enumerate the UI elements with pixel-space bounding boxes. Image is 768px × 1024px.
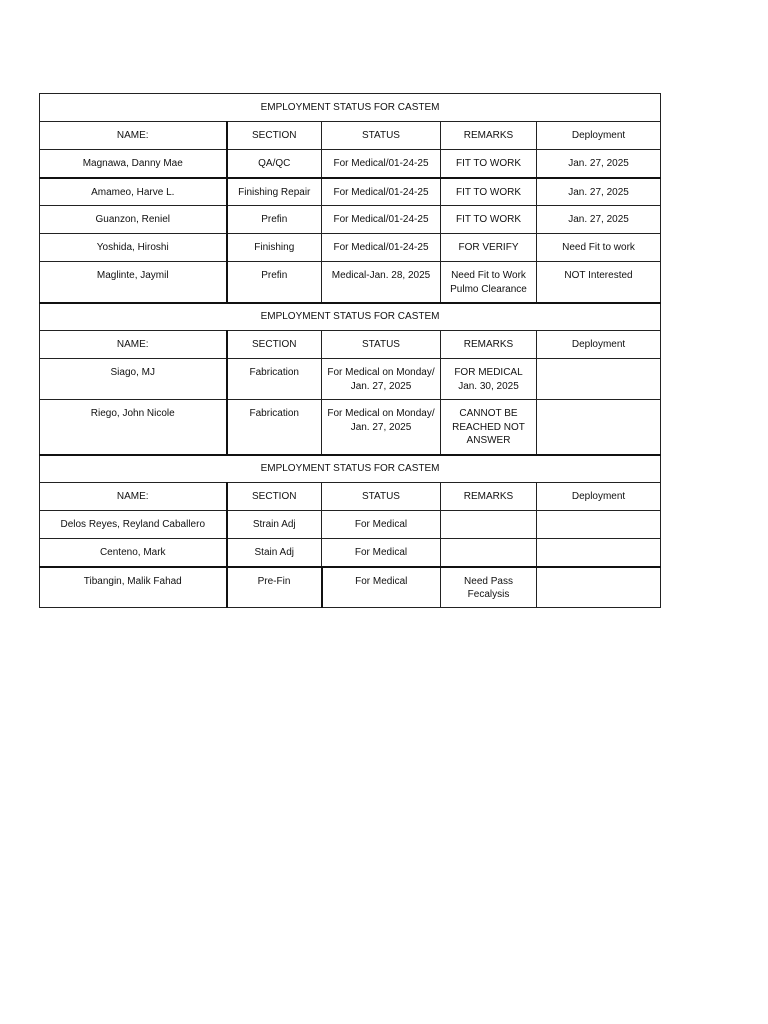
cell-section: QA/QC bbox=[227, 150, 322, 178]
cell-remarks bbox=[441, 539, 537, 567]
cell-remarks: FOR VERIFY bbox=[441, 234, 537, 262]
table-row bbox=[40, 234, 661, 262]
cell-name: Amameo, Harve L. bbox=[40, 178, 227, 206]
section-title-row bbox=[40, 303, 661, 331]
table-row bbox=[40, 359, 661, 400]
cell-deployment: Jan. 27, 2025 bbox=[537, 150, 661, 178]
cell-status: For Medical/01-24-25 bbox=[322, 234, 441, 262]
header-section: SECTION bbox=[227, 331, 322, 359]
cell-section: Fabrication bbox=[227, 400, 322, 455]
cell-deployment bbox=[537, 511, 661, 539]
table-row bbox=[40, 262, 661, 303]
cell-status: For Medical on Monday/ Jan. 27, 2025 bbox=[322, 400, 441, 455]
header-row bbox=[40, 483, 661, 511]
header-remarks: REMARKS bbox=[441, 122, 537, 150]
section-title: EMPLOYMENT STATUS FOR CASTEM bbox=[40, 455, 661, 483]
cell-status: For Medical bbox=[322, 539, 441, 567]
cell-remarks: FIT TO WORK bbox=[441, 150, 537, 178]
cell-deployment: NOT Interested bbox=[537, 262, 661, 303]
cell-name: Siago, MJ bbox=[40, 359, 227, 400]
cell-name: Magnawa, Danny Mae bbox=[40, 150, 227, 178]
header-row bbox=[40, 122, 661, 150]
cell-remarks: FOR MEDICAL Jan. 30, 2025 bbox=[441, 359, 537, 400]
table-row bbox=[40, 539, 661, 567]
cell-remarks: FIT TO WORK bbox=[441, 178, 537, 206]
table-row bbox=[40, 400, 661, 455]
header-status: STATUS bbox=[322, 122, 441, 150]
section-title-row bbox=[40, 94, 661, 122]
cell-remarks: CANNOT BE REACHED NOT ANSWER bbox=[441, 400, 537, 455]
header-name: NAME: bbox=[40, 483, 227, 511]
cell-remarks: FIT TO WORK bbox=[441, 206, 537, 234]
header-section: SECTION bbox=[227, 483, 322, 511]
cell-deployment: Jan. 27, 2025 bbox=[537, 206, 661, 234]
cell-status: For Medical on Monday/ Jan. 27, 2025 bbox=[322, 359, 441, 400]
cell-status: Medical-Jan. 28, 2025 bbox=[322, 262, 441, 303]
table-row bbox=[40, 511, 661, 539]
header-name: NAME: bbox=[40, 122, 227, 150]
cell-status: For Medical/01-24-25 bbox=[322, 206, 441, 234]
table-row bbox=[40, 567, 661, 608]
cell-remarks: Need Fit to Work Pulmo Clearance bbox=[441, 262, 537, 303]
cell-name: Guanzon, Reniel bbox=[40, 206, 227, 234]
header-deployment: Deployment bbox=[537, 483, 661, 511]
cell-name: Delos Reyes, Reyland Caballero bbox=[40, 511, 227, 539]
employment-status-table bbox=[39, 93, 661, 608]
header-status: STATUS bbox=[322, 483, 441, 511]
cell-section: Finishing bbox=[227, 234, 322, 262]
cell-section: Stain Adj bbox=[227, 539, 322, 567]
cell-name: Maglinte, Jaymil bbox=[40, 262, 227, 303]
cell-status: For Medical/01-24-25 bbox=[322, 178, 441, 206]
section-title: EMPLOYMENT STATUS FOR CASTEM bbox=[40, 303, 661, 331]
cell-name: Yoshida, Hiroshi bbox=[40, 234, 227, 262]
table-row bbox=[40, 150, 661, 178]
header-remarks: REMARKS bbox=[441, 483, 537, 511]
cell-section: Prefin bbox=[227, 262, 322, 303]
cell-deployment: Need Fit to work bbox=[537, 234, 661, 262]
cell-remarks: Need Pass Fecalysis bbox=[441, 567, 537, 608]
header-deployment: Deployment bbox=[537, 331, 661, 359]
cell-remarks bbox=[441, 511, 537, 539]
cell-section: Prefin bbox=[227, 206, 322, 234]
table-row bbox=[40, 178, 661, 206]
header-section: SECTION bbox=[227, 122, 322, 150]
cell-name: Tibangin, Malik Fahad bbox=[40, 567, 227, 608]
cell-deployment bbox=[537, 567, 661, 608]
cell-section: Fabrication bbox=[227, 359, 322, 400]
cell-name: Centeno, Mark bbox=[40, 539, 227, 567]
cell-name: Riego, John Nicole bbox=[40, 400, 227, 455]
section-title-row bbox=[40, 455, 661, 483]
cell-status: For Medical/01-24-25 bbox=[322, 150, 441, 178]
cell-section: Pre-Fin bbox=[227, 567, 322, 608]
cell-section: Finishing Repair bbox=[227, 178, 322, 206]
table-row bbox=[40, 206, 661, 234]
header-row bbox=[40, 331, 661, 359]
cell-deployment bbox=[537, 400, 661, 455]
section-title: EMPLOYMENT STATUS FOR CASTEM bbox=[40, 94, 661, 122]
header-deployment: Deployment bbox=[537, 122, 661, 150]
cell-section: Strain Adj bbox=[227, 511, 322, 539]
cell-status: For Medical bbox=[322, 567, 441, 608]
cell-deployment bbox=[537, 539, 661, 567]
header-status: STATUS bbox=[322, 331, 441, 359]
cell-deployment: Jan. 27, 2025 bbox=[537, 178, 661, 206]
cell-deployment bbox=[537, 359, 661, 400]
header-name: NAME: bbox=[40, 331, 227, 359]
header-remarks: REMARKS bbox=[441, 331, 537, 359]
cell-status: For Medical bbox=[322, 511, 441, 539]
